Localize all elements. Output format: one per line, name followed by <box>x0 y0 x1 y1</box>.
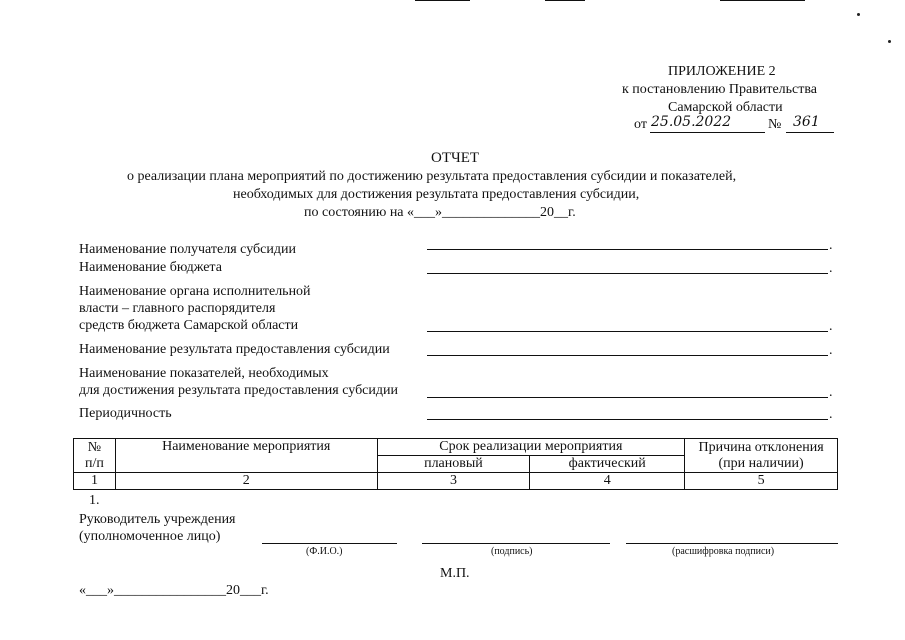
report-line3: по состоянию на «___»______________20__г. <box>304 205 576 220</box>
signature-decode-line <box>626 543 838 544</box>
col-actual-header: фактический <box>530 456 685 473</box>
index-cell: 3 <box>377 473 530 490</box>
index-cell: 4 <box>530 473 685 490</box>
field-indicators-line <box>427 397 828 398</box>
appendix-number-value: 361 <box>793 114 820 130</box>
col-planned-header: плановый <box>377 456 530 473</box>
col-event-label: Наименование мероприятия <box>162 439 331 454</box>
col-term-header: Срок реализации мероприятия <box>377 439 685 456</box>
signature-head-1: Руководитель учреждения <box>79 512 236 527</box>
col-num-header-b: п/п <box>85 455 104 471</box>
scan-dot <box>857 13 860 16</box>
col-reason-header <box>685 439 838 473</box>
field-organ-end: . <box>829 319 833 334</box>
top-rule-2 <box>545 0 585 1</box>
col-num-header-a: № <box>87 439 102 455</box>
field-result-end: . <box>829 343 833 358</box>
col-num-header <box>74 439 116 473</box>
signature-decode-caption: (расшифровка подписи) <box>672 546 775 557</box>
field-periodicity-end: . <box>829 407 833 422</box>
field-organ-label-3: средств бюджета Самарской области <box>79 318 299 333</box>
field-budget-end: . <box>829 261 833 276</box>
table-row-1-number: 1. <box>89 493 100 508</box>
field-recipient-end: . <box>829 238 833 253</box>
appendix-number-prefix: № <box>768 117 782 132</box>
field-budget-line <box>427 273 828 274</box>
field-indicators-label-1: Наименование показателей, необходимых <box>79 366 329 381</box>
signature-head-2: (уполномоченное лицо) <box>79 529 221 544</box>
date-underline <box>650 132 765 133</box>
report-line1: о реализации плана мероприятий по достижению результата предоставления субсидии и показателей, <box>127 169 737 184</box>
signature-date: «___»________________20___г. <box>79 583 269 598</box>
top-rule-1 <box>415 0 470 1</box>
top-rule-3 <box>720 0 805 1</box>
index-cell: 1 <box>74 473 116 490</box>
field-organ-label-2: власти – главного распорядителя <box>79 301 276 316</box>
appendix-line2: Самарской области <box>668 100 783 115</box>
appendix-line1: к постановлению Правительства <box>622 82 818 97</box>
index-cell: 2 <box>115 473 377 490</box>
field-periodicity-label: Периодичность <box>79 406 172 421</box>
report-line2: необходимых для достижения результата предоставления субсидии, <box>233 187 640 202</box>
col-reason-header-b: (при наличии) <box>718 455 804 471</box>
appendix-date-prefix: от <box>634 117 647 132</box>
field-organ-line <box>427 331 828 332</box>
stamp-place: М.П. <box>440 566 470 581</box>
field-indicators-end: . <box>829 385 833 400</box>
field-result-label: Наименование результата предоставления субсидии <box>79 342 390 357</box>
field-recipient-label: Наименование получателя субсидии <box>79 242 296 257</box>
signature-sign-caption: (подпись) <box>491 546 533 557</box>
field-organ-label-1: Наименование органа исполнительной <box>79 284 311 299</box>
field-periodicity-line <box>427 419 828 420</box>
signature-fio-line <box>262 543 397 544</box>
scan-dot <box>888 40 891 43</box>
signature-sign-line <box>422 543 610 544</box>
appendix-date-value: 25.05.2022 <box>651 114 732 130</box>
events-table <box>73 438 838 490</box>
field-result-line <box>427 355 828 356</box>
field-indicators-label-2: для достижения результата предоставления субсидии <box>79 383 398 398</box>
field-budget-label: Наименование бюджета <box>79 260 222 275</box>
appendix-title: ПРИЛОЖЕНИЕ 2 <box>668 64 776 79</box>
signature-fio-caption: (Ф.И.О.) <box>306 546 343 557</box>
col-event-header <box>115 439 377 473</box>
report-title: ОТЧЕТ <box>431 150 480 166</box>
number-underline <box>786 132 834 133</box>
field-recipient-line <box>427 249 828 250</box>
index-cell: 5 <box>685 473 838 490</box>
col-reason-header-a: Причина отклонения <box>698 439 824 455</box>
